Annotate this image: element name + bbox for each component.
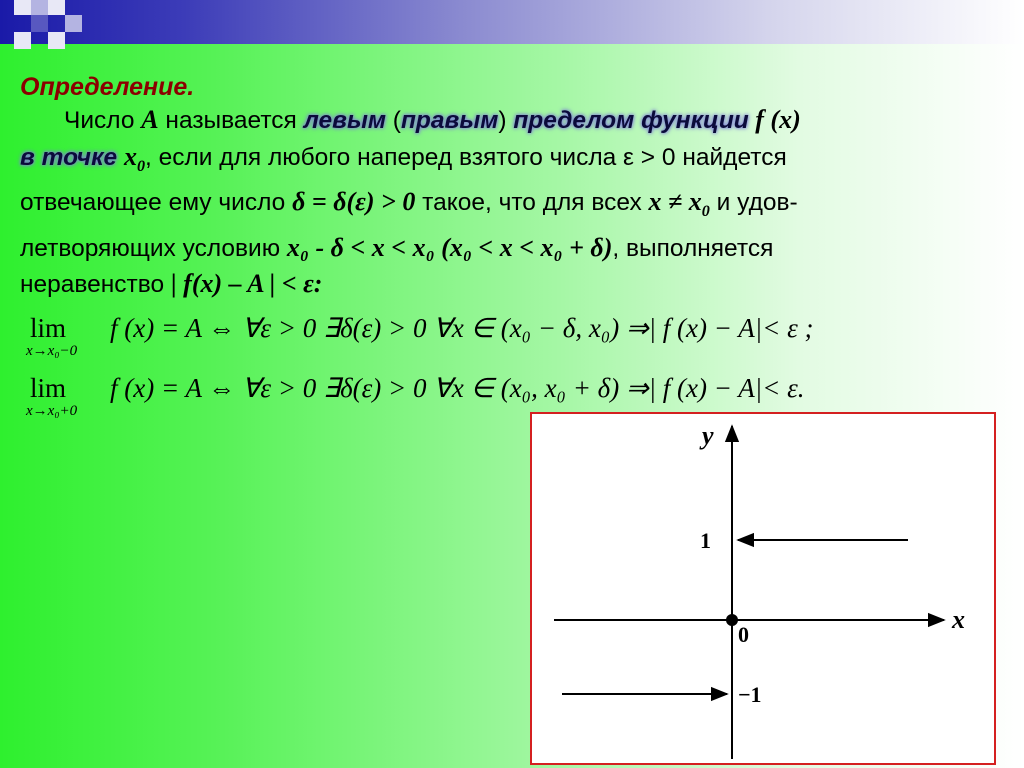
term-limit: пределом функции: [513, 107, 749, 134]
math-inequality: | f(x) – A | < ε:: [170, 269, 323, 299]
text: , выполняется: [612, 234, 774, 262]
lim-operator: lim x→x₀−0: [26, 313, 78, 359]
origin-point: [726, 614, 738, 626]
tick-minus-one: −1: [738, 682, 762, 707]
math-A: A: [141, 105, 159, 134]
y-axis-label: y: [702, 421, 714, 450]
definition-line: [20, 139, 1010, 185]
decor-square: [14, 32, 31, 49]
term-right: правым: [400, 107, 499, 134]
text: , если для любого наперед взятого числа ε > 0 найдется: [145, 143, 787, 171]
text: и удов-: [709, 189, 798, 217]
decor-square: [65, 15, 82, 32]
term-point: в точке: [20, 143, 118, 171]
tick-zero: 0: [738, 622, 749, 647]
formula-left-limit: [26, 313, 814, 359]
text: Число: [64, 107, 142, 134]
sign-function-graph: [530, 412, 996, 765]
lim-subscript: x→x₀+0: [26, 403, 78, 419]
definition-line: [20, 266, 1010, 303]
lim-subscript: x→x₀−0: [26, 343, 78, 359]
math-xneq: $x \ne x_0$: [648, 187, 710, 221]
math-delta: δ = δ(ε) > 0: [292, 187, 416, 217]
title-bar-decoration: [0, 0, 1024, 44]
formula-body: f (x) = A ⇔ ∀ε > 0 ∃δ(ε) > 0 ∀x ∈ (x₀, x₀ + δ) ⇒| f (x) − A|< ε.: [110, 373, 805, 403]
math-x0: $x_0$: [123, 141, 146, 175]
definition-line: [20, 102, 1010, 139]
definition-line: [20, 184, 1010, 230]
graph-svg: [532, 414, 994, 763]
math-cond-left: x₀ - δ < x < x₀: [286, 232, 435, 262]
slide-content: [20, 72, 1010, 303]
text: отвечающее ему число: [20, 189, 293, 217]
formula-body: f (x) = A ⇔ ∀ε > 0 ∃δ(ε) > 0 ∀x ∈ (x₀ − δ, x₀) ⇒| f (x) − A|< ε ;: [110, 313, 814, 343]
text: неравенство: [20, 271, 171, 299]
lim-operator: lim x→x₀+0: [26, 373, 78, 419]
slide-title: Определение.: [20, 73, 195, 101]
decor-square: [48, 32, 65, 49]
math-fx: f (x): [748, 105, 801, 134]
decor-square: [48, 0, 65, 15]
decor-square: [14, 0, 31, 15]
text: летворяющих условию: [20, 234, 287, 262]
tick-one: 1: [700, 528, 711, 553]
decor-square: [31, 0, 48, 15]
definition-paragraph: [20, 102, 1010, 303]
text: называется: [158, 107, 304, 134]
text: ): [498, 107, 514, 134]
text: такое, что для всех: [415, 189, 649, 217]
x-axis-label: x: [952, 605, 965, 634]
text: (: [386, 107, 401, 134]
definition-line: [20, 230, 1010, 267]
formula-right-limit: [26, 373, 805, 419]
decor-square: [31, 15, 48, 32]
term-left: левым: [303, 107, 386, 134]
math-cond-right: (x₀ < x < x₀ + δ): [434, 232, 613, 262]
